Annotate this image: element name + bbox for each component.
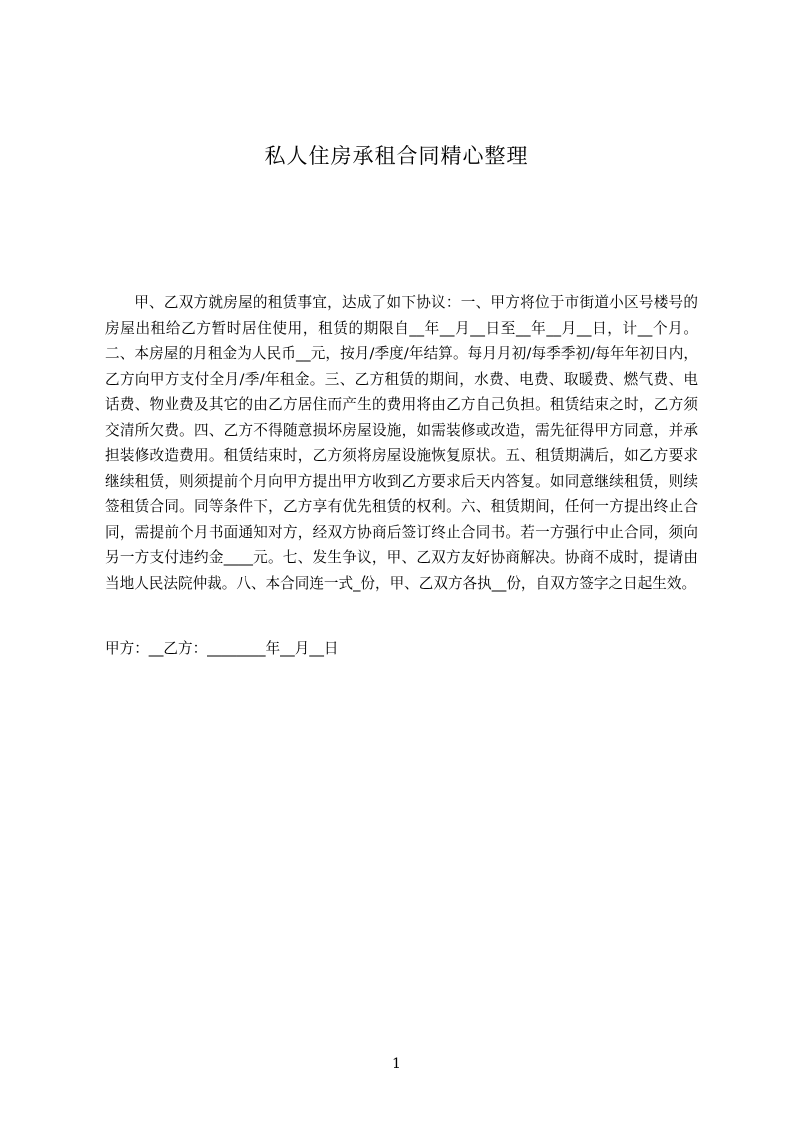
document-title: 私人住房承租合同精心整理 — [264, 144, 529, 168]
signature-line: 甲方：__乙方：________年__月__日 — [105, 640, 339, 657]
contract-body: 甲、乙双方就房屋的租赁事宜，达成了如下协议：一、甲方将位于市街道小区号楼号的房屋出租给乙方暂时居住使用，租赁的期限自__年__月__日至__年__月__日，计__个月。二、本房屋的月租金为人民币__元，按月/季度/年结算。每月月初/每季季初/每年年初日内，乙方向甲方支付全月/季/年租金。三、乙方租赁的期间，水费、电费、取暖费、燃气费、电话费、物业费及其它的由乙方居住而产生的费用将由乙方自己负担。租赁结束之时，乙方须交清所欠费。四、乙方不得随意损坏房屋设施，如需装修或改造，需先征得甲方同意，并承担装修改造费用。租赁结束时，乙方须将房屋设施恢复原状。五、租赁期满后，如乙方要求继续租赁，则须提前个月向甲方提出甲方收到乙方要求后天内答复。如同意继续租赁，则续签租赁合同。同等条件下，乙方享有优先租赁的权利。六、租赁期间，任何一方提出终止合同，需提前个月书面通知对方，经双方协商后签订终止合同书。若一方强行中止合同，须向另一方支付违约金____元。七、发生争议，甲、乙双方友好协商解决。协商不成时，提请由当地人民法院仲裁。八、本合同连一式_份，甲、乙双方各执__份，自双方签字之日起生效。 — [105, 294, 698, 592]
page-number: 1 — [392, 1056, 401, 1072]
